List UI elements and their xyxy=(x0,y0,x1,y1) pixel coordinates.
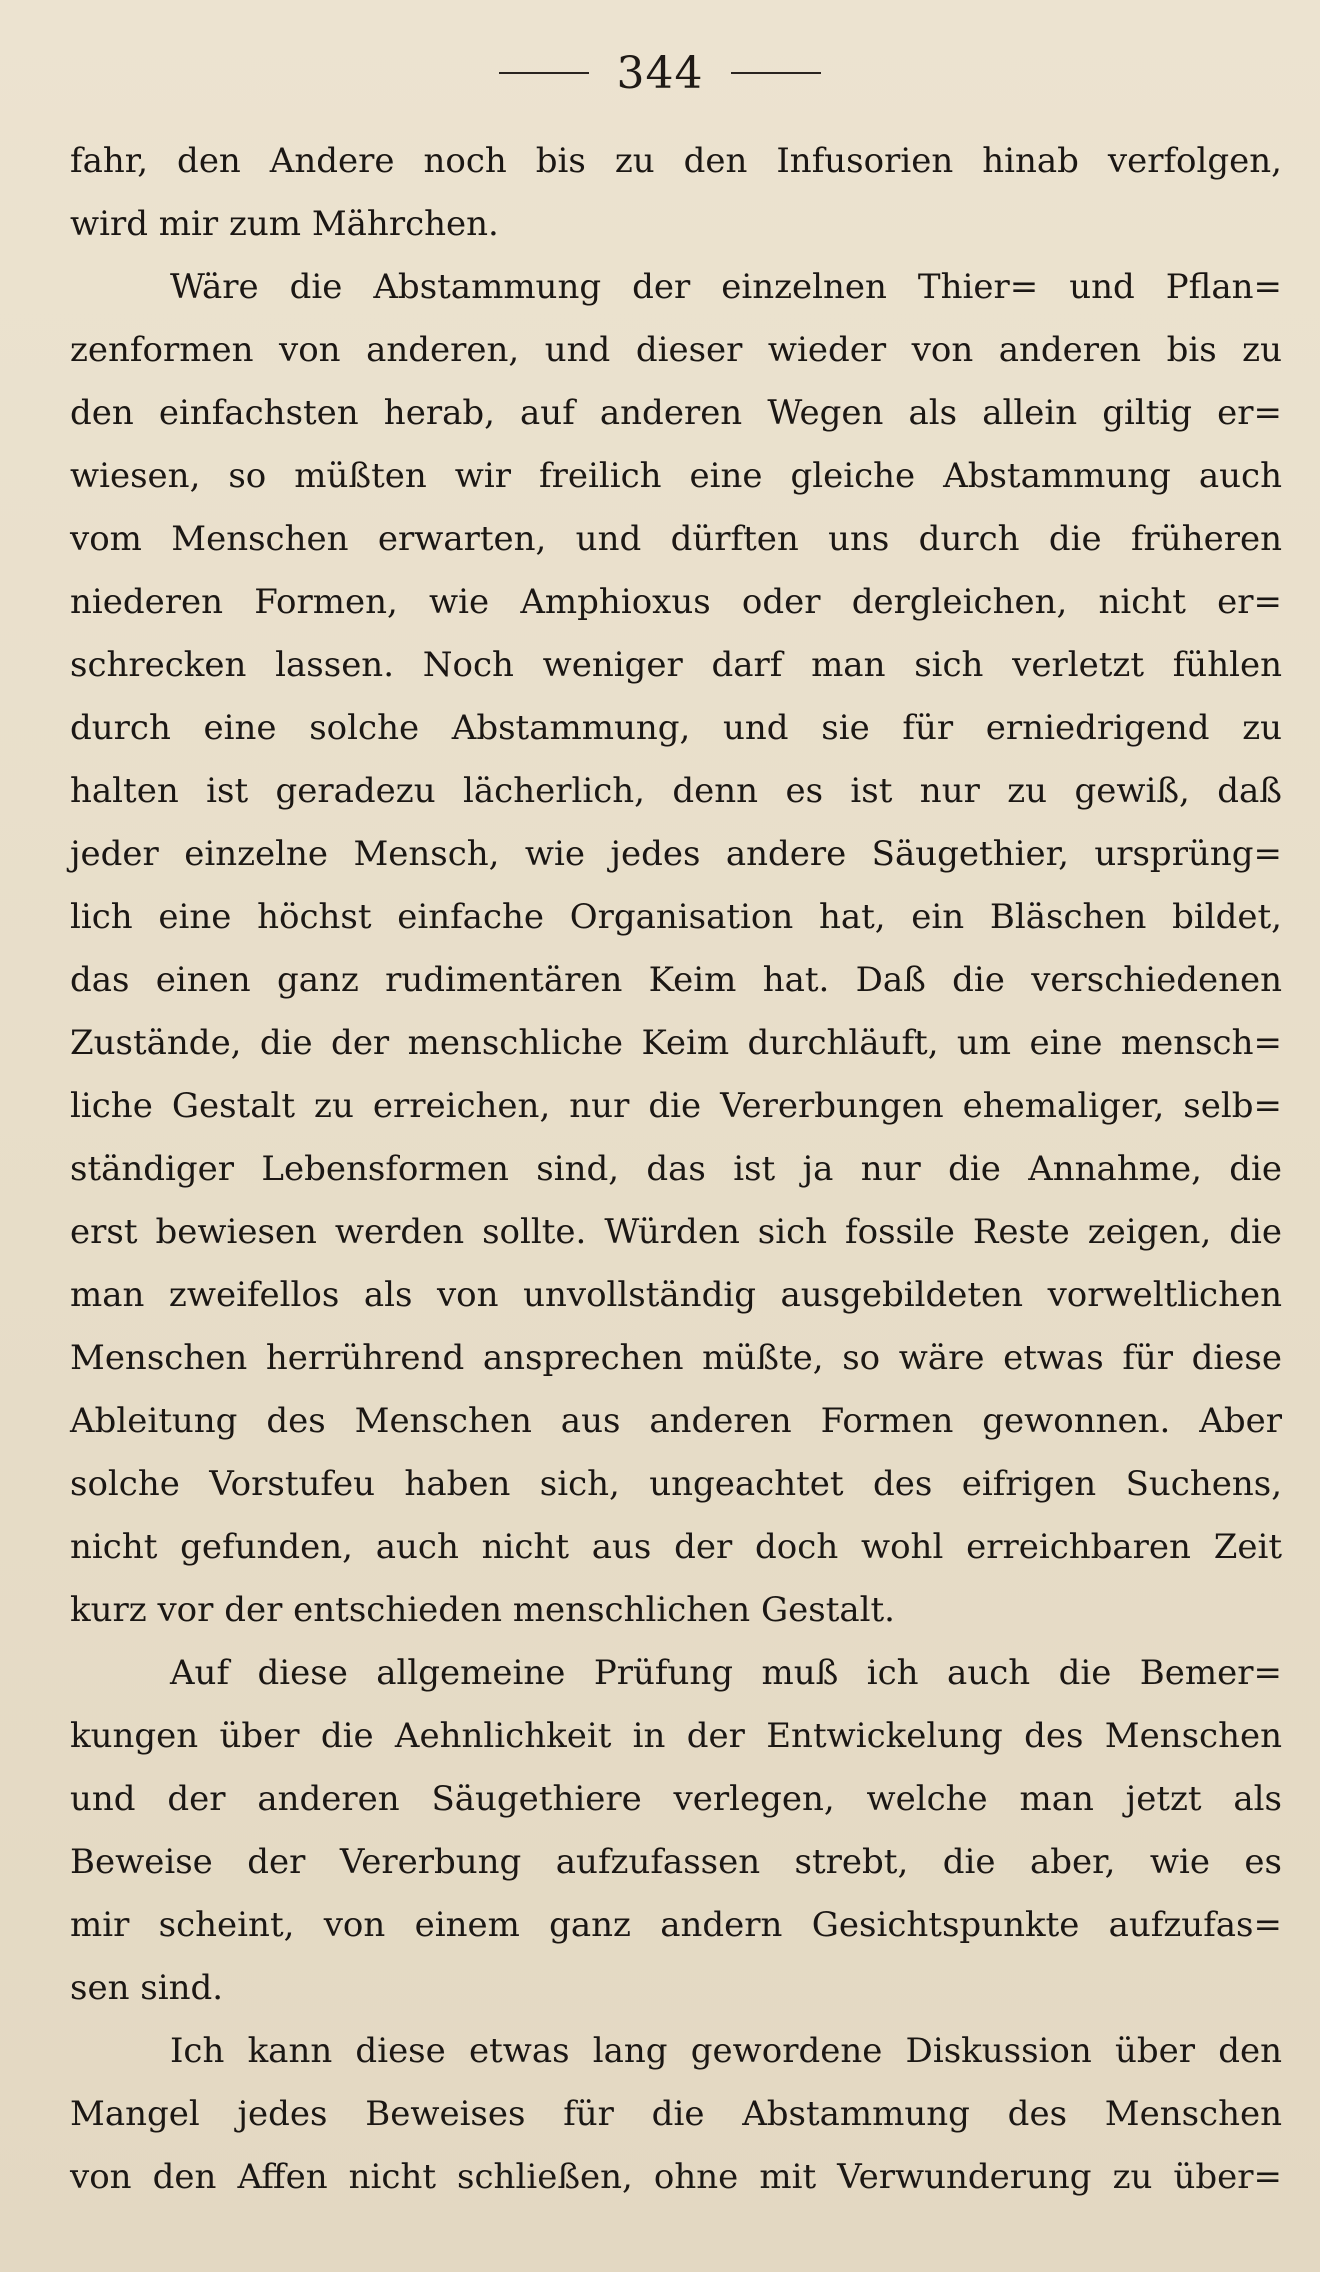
text-line: niederen Formen, wie Amphioxus oder dergleichen, nicht er= xyxy=(70,582,1282,622)
text-line: halten ist geradezu lächerlich, denn es ist nur zu gewiß, daß xyxy=(70,771,1282,811)
text-line: Ich kann diese etwas lang gewordene Diskussion über den xyxy=(170,2031,1282,2071)
text-line: jeder einzelne Mensch, wie jedes andere Säugethier, ursprüng= xyxy=(70,834,1282,874)
text-line: durch eine solche Abstammung, und sie für erniedrigend zu xyxy=(70,708,1282,748)
text-line: liche Gestalt zu erreichen, nur die Vererbungen ehemaliger, selb= xyxy=(70,1086,1282,1126)
page-header xyxy=(0,38,1320,108)
text-line: ständiger Lebensformen sind, das ist ja nur die Annahme, die xyxy=(70,1149,1282,1189)
text-line: solche Vorstufeu haben sich, ungeachtet des eifrigen Suchens, xyxy=(70,1464,1282,1504)
text-line: Beweise der Vererbung aufzufassen strebt, die aber, wie es xyxy=(70,1842,1282,1882)
text-line: nicht gefunden, auch nicht aus der doch wohl erreichbaren Zeit xyxy=(70,1527,1282,1567)
text-line: erst bewiesen werden sollte. Würden sich fossile Reste zeigen, die xyxy=(70,1212,1282,1252)
text-line: zenformen von anderen, und dieser wieder von anderen bis zu xyxy=(70,330,1282,370)
text-line: Mangel jedes Beweises für die Abstammung des Menschen xyxy=(70,2094,1282,2134)
text-line: man zweifellos als von unvollständig ausgebildeten vorweltlichen xyxy=(70,1275,1282,1315)
page-number: 344 xyxy=(616,47,704,99)
text-line: wird mir zum Mährchen. xyxy=(70,204,499,244)
body-text xyxy=(70,130,1282,2209)
text-line: Menschen herrührend ansprechen müßte, so wäre etwas für diese xyxy=(70,1338,1282,1378)
text-line: fahr, den Andere noch bis zu den Infusorien hinab verfolgen, xyxy=(70,141,1282,181)
header-rule-right xyxy=(731,72,821,74)
text-line: das einen ganz rudimentären Keim hat. Daß die verschiedenen xyxy=(70,960,1282,1000)
text-line: sen sind. xyxy=(70,1968,224,2008)
text-line: von den Affen nicht schließen, ohne mit Verwunderung zu über= xyxy=(70,2157,1282,2197)
header-rule-left xyxy=(499,72,589,74)
text-line: schrecken lassen. Noch weniger darf man sich verletzt fühlen xyxy=(70,645,1282,685)
text-line: vom Menschen erwarten, und dürften uns durch die früheren xyxy=(70,519,1282,559)
text-line: Zustände, die der menschliche Keim durchläuft, um eine mensch= xyxy=(70,1023,1282,1063)
text-line: und der anderen Säugethiere verlegen, welche man jetzt als xyxy=(70,1779,1282,1819)
text-line: wiesen, so müßten wir freilich eine gleiche Abstammung auch xyxy=(70,456,1282,496)
text-line: Ableitung des Menschen aus anderen Formen gewonnen. Aber xyxy=(70,1401,1282,1441)
text-line: kungen über die Aehnlichkeit in der Entwickelung des Menschen xyxy=(70,1716,1282,1756)
text-line: Wäre die Abstammung der einzelnen Thier= und Pflan= xyxy=(170,267,1282,307)
text-line: den einfachsten herab, auf anderen Wegen als allein giltig er= xyxy=(70,393,1282,433)
text-line: mir scheint, von einem ganz andern Gesichtspunkte aufzufas= xyxy=(70,1905,1282,1945)
text-line: lich eine höchst einfache Organisation hat, ein Bläschen bildet, xyxy=(70,897,1282,937)
text-line: kurz vor der entschieden menschlichen Gestalt. xyxy=(70,1590,895,1630)
text-line: Auf diese allgemeine Prüfung muß ich auch die Bemer= xyxy=(170,1653,1282,1693)
